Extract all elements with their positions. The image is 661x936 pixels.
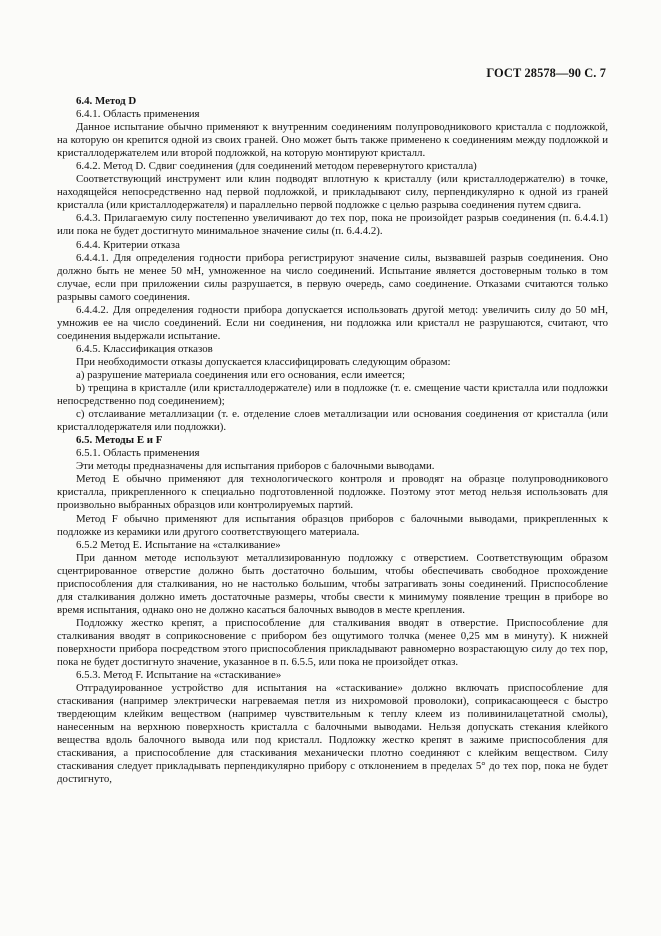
clause-title: 6.4.2. Метод D. Сдвиг соединения (для соединений методом перевернутого кристалла) (76, 160, 477, 173)
paragraph: Метод F обычно применяют для испытания образцов приборов с балочными выводами, прикрепленных к подложке из керамики или другого соответствующего материала. (57, 512, 608, 538)
paragraph: 6.4.4.2. Для определения годности прибора допускается использовать другой метод: увеличить силу до 50 мН, умножив ее на число соединений. Если ни соединения, ни подложка или кристалл не разрушаются, считают, что соединения выдержали испытание. (57, 303, 608, 342)
paragraph: 6.4.4.1. Для определения годности прибора регистрируют значение силы, вызвавшей разрыв соединения. Оно должно быть не менее 50 мН, умноженное на число соединений. Испытание является достоверным только в том случае, если при приложении силы разрушается, в первую очередь, само соединение. Отказами считаются только разрывы самого соединения. (57, 251, 608, 303)
page-header: ГОСТ 28578—90 С. 7 (486, 66, 606, 80)
paragraph: Соответствующий инструмент или клин подводят вплотную к кристаллу (или кристаллодержателю) в точке, находящейся непосредственно над первой подложкой, и прикладывают силу, перпендикулярно к одной из граней кристалла (или кристаллодержателя) и параллельно первой подложке с целью разрыва соединения путем сдвига. (57, 173, 608, 212)
paragraph: b) трещина в кристалле (или кристаллодержателе) или в подложке (т. е. смещение части кристалла или подложки непосредственно под соединением); (57, 382, 608, 408)
clause-title: 6.4.4. Критерии отказа (76, 238, 180, 251)
paragraph: При данном методе используют металлизированную подложку с отверстием. Соответствующим образом сцентрированное отверстие должно быть достаточно большим, чтобы обеспечивать свободное прохождение приспособления для сталкивания, но не настолько большим, чтобы затрагивать зоны соединений. Приспособление для сталкивания должно иметь достаточные размеры, чтобы свести к минимуму появление трещин в приборе во время испытания, однако оно не должно касаться балочных выводов в месте крепления. (57, 551, 608, 616)
paragraph: Данное испытание обычно применяют к внутренним соединениям полупроводникового кристалла с подложкой, на которую он крепится одной из своих граней. Оно может быть также применено к соединениям между подложкой и кристаллодержателем или второй подложкой, на которую монтируют кристалл. (57, 121, 608, 160)
paragraph: а) разрушение материала соединения или его основания, если имеется; (76, 368, 406, 381)
clause-title: 6.5.1. Область применения (76, 447, 200, 460)
clause-title: 6.4.1. Область применения (76, 108, 200, 121)
paragraph: Подложку жестко крепят, а приспособление для сталкивания вводят в отверстие. Приспособление для сталкивания вводят в соприкосновение с прибором без ощутимого толчка (менее 0,25 мм в минуту). К нижней поверхности прибора посредством этого приспособления прикладывают равномерно возрастающую силу до тех пор, пока не будет достигнуто значение, указанное в п. 6.5.5, или пока не произойдет отказ. (57, 616, 608, 669)
paragraph: При необходимости отказы допускается классифицировать следующим образом: (76, 355, 451, 368)
clause-title: 6.4.5. Классификация отказов (76, 342, 213, 355)
document-body (57, 95, 608, 786)
paragraph: 6.4.3. Прилагаемую силу постепенно увеличивают до тех пор, пока не произойдет разрыв соединения (п. 6.4.4.1) или пока не будет достигнуто минимальное значение силы (п. 6.4.4.2). (57, 212, 608, 238)
clause-title: 6.5.2 Метод Е. Испытание на «сталкивание» (76, 538, 281, 551)
paragraph: Метод Е обычно применяют для технологического контроля и проводят на образце полупроводникового кристалла, прикрепленного к специально подготовленной подложке. Поэтому этот метод нельзя использовать для произвольно выбранных образцов или контролируемых партий. (57, 473, 608, 512)
section-heading: 6.5. Методы Е и F (76, 434, 163, 447)
paragraph: с) отслаивание металлизации (т. е. отделение слоев металлизации или основания соединения от кристалла (или кристаллодержателя или подложки). (57, 408, 608, 434)
paragraph: Отградуированное устройство для испытания на «стаскивание» должно включать приспособление для стаскивания (например электрически нагреваемая петля из нихромовой проволоки), соприкасающееся с быстро твердеющим клейким веществом (например чувствительным к теплу клеем из поливинилацетатной смолы), нанесенным на верхнюю поверхность кристалла с балочными выводами. Нельзя допускать стекания клейкого вещества вдоль балочного вывода или под кристалл. Подложку жестко крепят в зажиме приспособления для стаскивания, а приспособление для стаскивания механически плотно соединяют с клейким веществом. Силу стаскивания следует прикладывать перпендикулярно прибору с отклонением в пределах 5° до тех пор, пока не будет достигнуто, (57, 682, 608, 786)
section-heading: 6.4. Метод D (76, 95, 137, 107)
paragraph: Эти методы предназначены для испытания приборов с балочными выводами. (76, 460, 435, 473)
clause-title: 6.5.3. Метод F. Испытание на «стаскивание» (76, 669, 282, 682)
